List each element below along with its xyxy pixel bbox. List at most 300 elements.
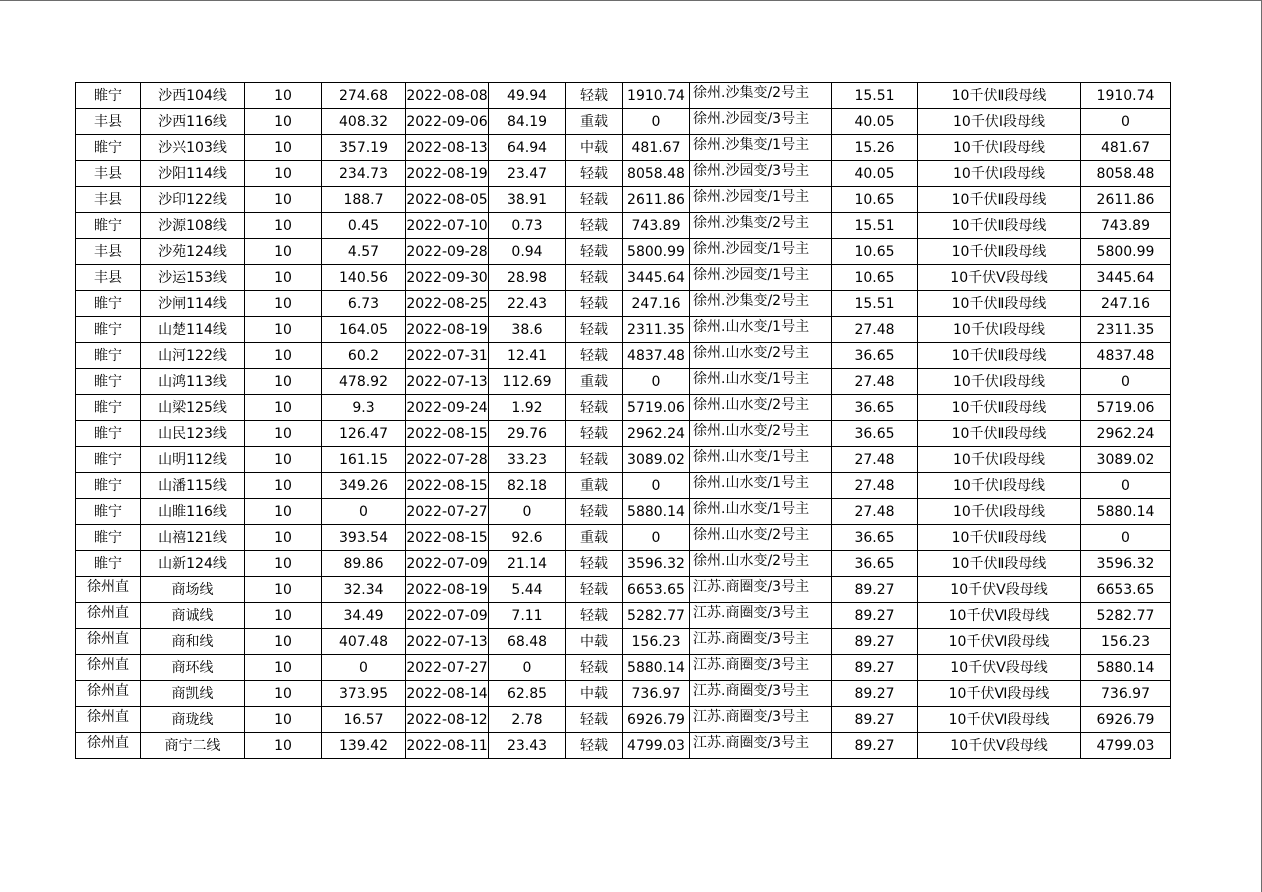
load-cell: 126.47 [322,421,406,447]
transformer-load-rate-cell: 15.51 [832,291,918,317]
date-cell: 2022-08-08 [406,83,489,109]
busbar-cell: 10千伏Ⅰ段母线 [918,499,1081,525]
region-cell: 睢宁 [76,421,141,447]
region-cell: 丰县 [76,239,141,265]
remaining-capacity-cell: 247.16 [1081,291,1171,317]
region-cell: 丰县 [76,265,141,291]
available-capacity-cell: 5719.06 [623,395,690,421]
voltage-cell: 10 [245,499,322,525]
available-capacity-cell: 5282.77 [623,603,690,629]
transformer-load-rate-cell: 36.65 [832,525,918,551]
remaining-capacity-cell: 0 [1081,473,1171,499]
line-name-cell: 山梁125线 [141,395,245,421]
table-row [76,525,1171,551]
load-status-cell: 轻载 [566,577,623,603]
table-row [76,707,1171,733]
date-cell: 2022-08-25 [406,291,489,317]
date-cell: 2022-07-09 [406,603,489,629]
remaining-capacity-cell: 3596.32 [1081,551,1171,577]
load-cell: 188.7 [322,187,406,213]
date-cell: 2022-08-15 [406,473,489,499]
date-cell: 2022-07-27 [406,655,489,681]
load-rate-cell: 12.41 [489,343,566,369]
region-cell: 睢宁 [76,343,141,369]
region-cell: 徐州直 [76,603,141,629]
date-cell: 2022-08-19 [406,317,489,343]
voltage-cell: 10 [245,369,322,395]
region-cell: 睢宁 [76,525,141,551]
load-rate-cell: 29.76 [489,421,566,447]
transformer-load-rate-cell: 15.26 [832,135,918,161]
busbar-cell: 10千伏Ⅴ段母线 [918,265,1081,291]
transformer-load-rate-cell: 89.27 [832,733,918,759]
busbar-cell: 10千伏Ⅵ段母线 [918,629,1081,655]
load-cell: 234.73 [322,161,406,187]
load-status-cell: 轻载 [566,213,623,239]
busbar-cell: 10千伏Ⅱ段母线 [918,525,1081,551]
load-cell: 0.45 [322,213,406,239]
line-name-cell: 山潘115线 [141,473,245,499]
load-cell: 6.73 [322,291,406,317]
table-row [76,447,1171,473]
load-status-cell: 轻载 [566,187,623,213]
line-name-cell: 沙西104线 [141,83,245,109]
load-status-cell: 轻载 [566,265,623,291]
region-cell: 丰县 [76,187,141,213]
voltage-cell: 10 [245,265,322,291]
transformer-load-rate-cell: 27.48 [832,317,918,343]
available-capacity-cell: 0 [623,473,690,499]
table-row [76,239,1171,265]
available-capacity-cell: 4837.48 [623,343,690,369]
busbar-cell: 10千伏Ⅱ段母线 [918,291,1081,317]
line-name-cell: 山新124线 [141,551,245,577]
voltage-cell: 10 [245,603,322,629]
load-status-cell: 轻载 [566,707,623,733]
busbar-cell: 10千伏Ⅰ段母线 [918,317,1081,343]
date-cell: 2022-07-13 [406,629,489,655]
transformer-load-rate-cell: 10.65 [832,239,918,265]
date-cell: 2022-09-30 [406,265,489,291]
available-capacity-cell: 6653.65 [623,577,690,603]
load-status-cell: 轻载 [566,655,623,681]
transformer-load-rate-cell: 27.48 [832,499,918,525]
available-capacity-cell: 8058.48 [623,161,690,187]
region-cell: 睢宁 [76,317,141,343]
load-cell: 4.57 [322,239,406,265]
substation-transformer-cell: 江苏.商圈变/3号主 [690,603,832,629]
substation-transformer-cell: 徐州.山水变/1号主 [690,369,832,395]
remaining-capacity-cell: 2611.86 [1081,187,1171,213]
region-cell: 睢宁 [76,551,141,577]
line-name-cell: 商珑线 [141,707,245,733]
load-cell: 274.68 [322,83,406,109]
load-rate-cell: 38.6 [489,317,566,343]
feeder-load-table [75,82,1171,759]
busbar-cell: 10千伏Ⅴ段母线 [918,655,1081,681]
busbar-cell: 10千伏Ⅱ段母线 [918,83,1081,109]
available-capacity-cell: 6926.79 [623,707,690,733]
substation-transformer-cell: 江苏.商圈变/3号主 [690,733,832,759]
substation-transformer-cell: 江苏.商圈变/3号主 [690,629,832,655]
remaining-capacity-cell: 3089.02 [1081,447,1171,473]
table-row [76,291,1171,317]
line-name-cell: 商诚线 [141,603,245,629]
substation-transformer-cell: 徐州.山水变/1号主 [690,499,832,525]
date-cell: 2022-07-27 [406,499,489,525]
voltage-cell: 10 [245,109,322,135]
load-rate-cell: 7.11 [489,603,566,629]
line-name-cell: 商场线 [141,577,245,603]
remaining-capacity-cell: 0 [1081,109,1171,135]
table-row [76,317,1171,343]
voltage-cell: 10 [245,447,322,473]
load-cell: 89.86 [322,551,406,577]
transformer-load-rate-cell: 27.48 [832,369,918,395]
line-name-cell: 沙苑124线 [141,239,245,265]
table-row [76,265,1171,291]
region-cell: 丰县 [76,109,141,135]
table-row [76,343,1171,369]
voltage-cell: 10 [245,161,322,187]
date-cell: 2022-08-19 [406,161,489,187]
table-row [76,135,1171,161]
load-rate-cell: 84.19 [489,109,566,135]
line-name-cell: 沙印122线 [141,187,245,213]
substation-transformer-cell: 江苏.商圈变/3号主 [690,707,832,733]
region-cell: 睢宁 [76,369,141,395]
load-rate-cell: 1.92 [489,395,566,421]
load-status-cell: 轻载 [566,343,623,369]
remaining-capacity-cell: 5880.14 [1081,499,1171,525]
transformer-load-rate-cell: 89.27 [832,577,918,603]
load-rate-cell: 0.94 [489,239,566,265]
load-rate-cell: 64.94 [489,135,566,161]
remaining-capacity-cell: 743.89 [1081,213,1171,239]
table-row [76,109,1171,135]
load-status-cell: 轻载 [566,291,623,317]
line-name-cell: 沙兴103线 [141,135,245,161]
busbar-cell: 10千伏Ⅱ段母线 [918,551,1081,577]
line-name-cell: 沙闸114线 [141,291,245,317]
load-status-cell: 重载 [566,109,623,135]
busbar-cell: 10千伏Ⅱ段母线 [918,239,1081,265]
available-capacity-cell: 5880.14 [623,655,690,681]
substation-transformer-cell: 徐州.山水变/2号主 [690,525,832,551]
substation-transformer-cell: 徐州.沙集变/2号主 [690,213,832,239]
load-rate-cell: 28.98 [489,265,566,291]
load-rate-cell: 38.91 [489,187,566,213]
load-rate-cell: 2.78 [489,707,566,733]
transformer-load-rate-cell: 89.27 [832,629,918,655]
load-cell: 0 [322,655,406,681]
date-cell: 2022-08-05 [406,187,489,213]
line-name-cell: 商和线 [141,629,245,655]
load-status-cell: 轻载 [566,603,623,629]
busbar-cell: 10千伏Ⅱ段母线 [918,343,1081,369]
busbar-cell: 10千伏Ⅴ段母线 [918,733,1081,759]
load-cell: 393.54 [322,525,406,551]
load-status-cell: 轻载 [566,733,623,759]
available-capacity-cell: 5800.99 [623,239,690,265]
date-cell: 2022-08-15 [406,421,489,447]
substation-transformer-cell: 徐州.山水变/2号主 [690,343,832,369]
voltage-cell: 10 [245,733,322,759]
substation-transformer-cell: 徐州.山水变/2号主 [690,421,832,447]
substation-transformer-cell: 徐州.山水变/1号主 [690,317,832,343]
available-capacity-cell: 5880.14 [623,499,690,525]
region-cell: 睢宁 [76,473,141,499]
table-row [76,395,1171,421]
load-status-cell: 轻载 [566,395,623,421]
line-name-cell: 山睢116线 [141,499,245,525]
load-rate-cell: 49.94 [489,83,566,109]
remaining-capacity-cell: 5282.77 [1081,603,1171,629]
line-name-cell: 山楚114线 [141,317,245,343]
substation-transformer-cell: 徐州.沙园变/3号主 [690,161,832,187]
busbar-cell: 10千伏Ⅰ段母线 [918,447,1081,473]
voltage-cell: 10 [245,83,322,109]
load-cell: 478.92 [322,369,406,395]
busbar-cell: 10千伏Ⅵ段母线 [918,603,1081,629]
line-name-cell: 沙阳114线 [141,161,245,187]
date-cell: 2022-07-28 [406,447,489,473]
region-cell: 睢宁 [76,213,141,239]
region-cell: 睢宁 [76,499,141,525]
line-name-cell: 商宁二线 [141,733,245,759]
transformer-load-rate-cell: 36.65 [832,421,918,447]
transformer-load-rate-cell: 36.65 [832,343,918,369]
substation-transformer-cell: 徐州.山水变/1号主 [690,473,832,499]
load-status-cell: 重载 [566,473,623,499]
voltage-cell: 10 [245,187,322,213]
load-cell: 164.05 [322,317,406,343]
voltage-cell: 10 [245,135,322,161]
available-capacity-cell: 4799.03 [623,733,690,759]
voltage-cell: 10 [245,395,322,421]
date-cell: 2022-07-10 [406,213,489,239]
substation-transformer-cell: 徐州.沙园变/1号主 [690,187,832,213]
table-row [76,473,1171,499]
remaining-capacity-cell: 2962.24 [1081,421,1171,447]
load-rate-cell: 0 [489,499,566,525]
region-cell: 睢宁 [76,135,141,161]
transformer-load-rate-cell: 10.65 [832,187,918,213]
substation-transformer-cell: 徐州.沙园变/1号主 [690,239,832,265]
region-cell: 徐州直 [76,733,141,759]
busbar-cell: 10千伏Ⅱ段母线 [918,187,1081,213]
load-rate-cell: 82.18 [489,473,566,499]
voltage-cell: 10 [245,707,322,733]
transformer-load-rate-cell: 89.27 [832,603,918,629]
substation-transformer-cell: 徐州.山水变/2号主 [690,551,832,577]
table-row [76,733,1171,759]
transformer-load-rate-cell: 15.51 [832,83,918,109]
substation-transformer-cell: 徐州.沙园变/1号主 [690,265,832,291]
load-rate-cell: 23.43 [489,733,566,759]
date-cell: 2022-08-15 [406,525,489,551]
line-name-cell: 商环线 [141,655,245,681]
substation-transformer-cell: 徐州.沙集变/2号主 [690,83,832,109]
load-cell: 407.48 [322,629,406,655]
table-body [76,83,1171,759]
line-name-cell: 沙运153线 [141,265,245,291]
region-cell: 徐州直 [76,655,141,681]
load-cell: 373.95 [322,681,406,707]
line-name-cell: 山明112线 [141,447,245,473]
remaining-capacity-cell: 8058.48 [1081,161,1171,187]
substation-transformer-cell: 江苏.商圈变/3号主 [690,655,832,681]
load-rate-cell: 92.6 [489,525,566,551]
remaining-capacity-cell: 5719.06 [1081,395,1171,421]
date-cell: 2022-09-28 [406,239,489,265]
load-rate-cell: 33.23 [489,447,566,473]
date-cell: 2022-08-19 [406,577,489,603]
load-cell: 139.42 [322,733,406,759]
load-cell: 408.32 [322,109,406,135]
remaining-capacity-cell: 156.23 [1081,629,1171,655]
load-cell: 32.34 [322,577,406,603]
table-row [76,577,1171,603]
remaining-capacity-cell: 5800.99 [1081,239,1171,265]
busbar-cell: 10千伏Ⅴ段母线 [918,577,1081,603]
substation-transformer-cell: 徐州.山水变/1号主 [690,447,832,473]
voltage-cell: 10 [245,239,322,265]
busbar-cell: 10千伏Ⅰ段母线 [918,109,1081,135]
load-rate-cell: 112.69 [489,369,566,395]
available-capacity-cell: 1910.74 [623,83,690,109]
region-cell: 徐州直 [76,681,141,707]
available-capacity-cell: 2962.24 [623,421,690,447]
available-capacity-cell: 3445.64 [623,265,690,291]
table-row [76,629,1171,655]
transformer-load-rate-cell: 36.65 [832,551,918,577]
remaining-capacity-cell: 1910.74 [1081,83,1171,109]
load-status-cell: 中载 [566,135,623,161]
voltage-cell: 10 [245,629,322,655]
date-cell: 2022-07-09 [406,551,489,577]
remaining-capacity-cell: 3445.64 [1081,265,1171,291]
line-name-cell: 山禧121线 [141,525,245,551]
load-cell: 0 [322,499,406,525]
busbar-cell: 10千伏Ⅰ段母线 [918,161,1081,187]
load-status-cell: 中载 [566,681,623,707]
region-cell: 睢宁 [76,291,141,317]
load-status-cell: 轻载 [566,83,623,109]
voltage-cell: 10 [245,655,322,681]
region-cell: 睢宁 [76,447,141,473]
busbar-cell: 10千伏Ⅱ段母线 [918,213,1081,239]
load-status-cell: 轻载 [566,447,623,473]
region-cell: 睢宁 [76,395,141,421]
busbar-cell: 10千伏Ⅰ段母线 [918,369,1081,395]
date-cell: 2022-08-14 [406,681,489,707]
region-cell: 睢宁 [76,83,141,109]
available-capacity-cell: 481.67 [623,135,690,161]
load-cell: 140.56 [322,265,406,291]
load-cell: 60.2 [322,343,406,369]
substation-transformer-cell: 江苏.商圈变/3号主 [690,681,832,707]
region-cell: 徐州直 [76,629,141,655]
remaining-capacity-cell: 736.97 [1081,681,1171,707]
date-cell: 2022-07-13 [406,369,489,395]
transformer-load-rate-cell: 89.27 [832,655,918,681]
available-capacity-cell: 0 [623,109,690,135]
load-status-cell: 轻载 [566,161,623,187]
remaining-capacity-cell: 0 [1081,369,1171,395]
region-cell: 丰县 [76,161,141,187]
available-capacity-cell: 247.16 [623,291,690,317]
voltage-cell: 10 [245,525,322,551]
table-row [76,551,1171,577]
busbar-cell: 10千伏Ⅵ段母线 [918,681,1081,707]
voltage-cell: 10 [245,473,322,499]
available-capacity-cell: 3596.32 [623,551,690,577]
date-cell: 2022-07-31 [406,343,489,369]
load-cell: 161.15 [322,447,406,473]
load-status-cell: 重载 [566,369,623,395]
substation-transformer-cell: 徐州.沙集变/1号主 [690,135,832,161]
substation-transformer-cell: 徐州.山水变/2号主 [690,395,832,421]
table-row [76,421,1171,447]
remaining-capacity-cell: 2311.35 [1081,317,1171,343]
line-name-cell: 商凯线 [141,681,245,707]
region-cell: 徐州直 [76,707,141,733]
load-rate-cell: 21.14 [489,551,566,577]
available-capacity-cell: 0 [623,525,690,551]
substation-transformer-cell: 江苏.商圈变/3号主 [690,577,832,603]
load-cell: 16.57 [322,707,406,733]
load-cell: 349.26 [322,473,406,499]
table-row [76,213,1171,239]
transformer-load-rate-cell: 10.65 [832,265,918,291]
load-rate-cell: 0 [489,655,566,681]
date-cell: 2022-08-11 [406,733,489,759]
available-capacity-cell: 3089.02 [623,447,690,473]
date-cell: 2022-09-24 [406,395,489,421]
load-rate-cell: 5.44 [489,577,566,603]
table-row [76,161,1171,187]
available-capacity-cell: 736.97 [623,681,690,707]
available-capacity-cell: 743.89 [623,213,690,239]
substation-transformer-cell: 徐州.沙园变/3号主 [690,109,832,135]
available-capacity-cell: 2311.35 [623,317,690,343]
line-name-cell: 沙西116线 [141,109,245,135]
remaining-capacity-cell: 5880.14 [1081,655,1171,681]
voltage-cell: 10 [245,681,322,707]
remaining-capacity-cell: 4837.48 [1081,343,1171,369]
remaining-capacity-cell: 4799.03 [1081,733,1171,759]
date-cell: 2022-08-13 [406,135,489,161]
available-capacity-cell: 0 [623,369,690,395]
load-status-cell: 轻载 [566,317,623,343]
voltage-cell: 10 [245,577,322,603]
transformer-load-rate-cell: 27.48 [832,473,918,499]
line-name-cell: 山河122线 [141,343,245,369]
voltage-cell: 10 [245,421,322,447]
busbar-cell: 10千伏Ⅱ段母线 [918,395,1081,421]
remaining-capacity-cell: 481.67 [1081,135,1171,161]
substation-transformer-cell: 徐州.沙集变/2号主 [690,291,832,317]
load-status-cell: 轻载 [566,421,623,447]
busbar-cell: 10千伏Ⅰ段母线 [918,473,1081,499]
remaining-capacity-cell: 0 [1081,525,1171,551]
transformer-load-rate-cell: 89.27 [832,681,918,707]
transformer-load-rate-cell: 15.51 [832,213,918,239]
load-rate-cell: 23.47 [489,161,566,187]
date-cell: 2022-09-06 [406,109,489,135]
voltage-cell: 10 [245,291,322,317]
